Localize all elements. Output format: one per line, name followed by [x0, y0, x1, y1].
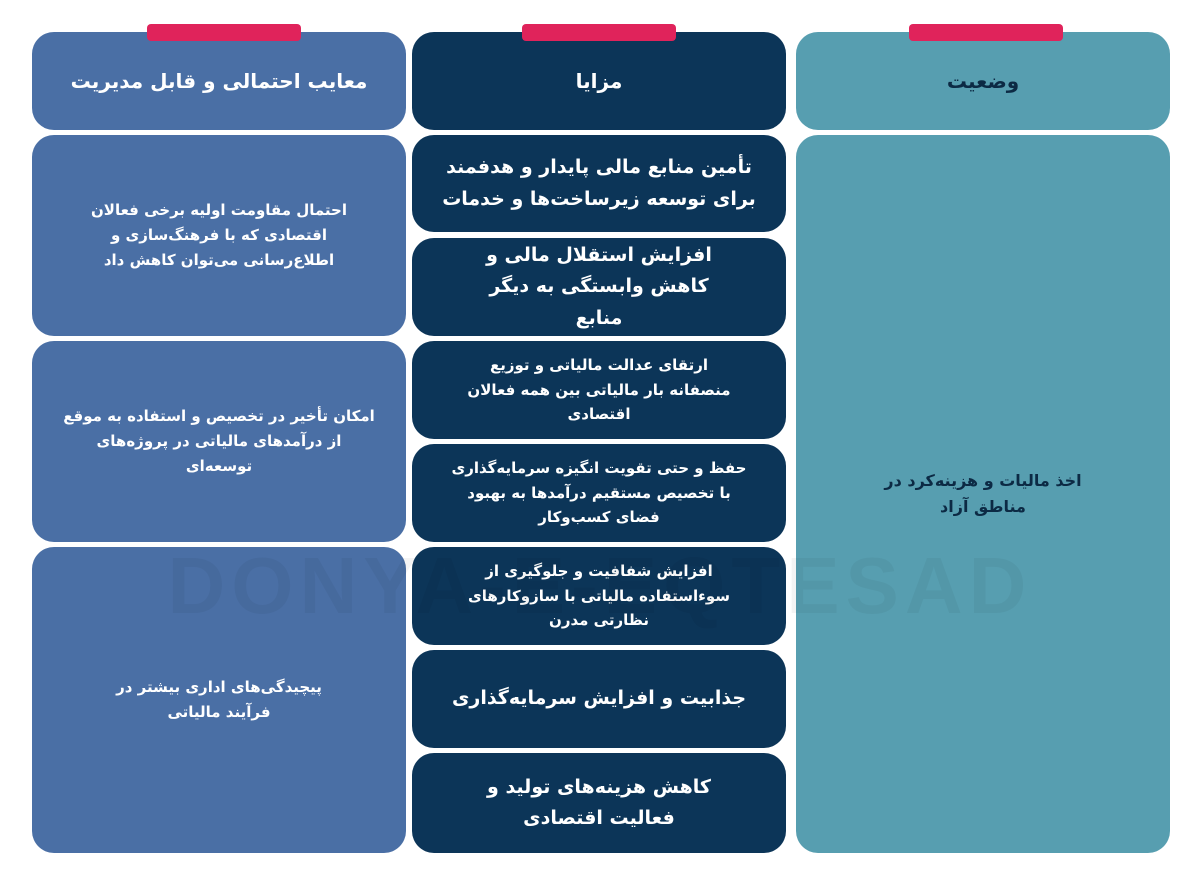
advantage-item-7: کاهش هزینه‌های تولید و فعالیت اقتصادی [412, 753, 786, 853]
advantage-item-2: افزایش استقلال مالی و کاهش وابستگی به دیگر منابع [412, 238, 786, 336]
header-advantages-label: مزایا [575, 69, 623, 93]
disadvantage-item-1: احتمال مقاومت اولیه برخی فعالان اقتصادی که با فرهنگ‌سازی و اطلاع‌رسانی می‌توان کاهش داد [32, 135, 406, 336]
status-card [796, 135, 1170, 853]
advantage-item-6: جذابیت و افزایش سرمایه‌گذاری [412, 650, 786, 748]
disadvantage-item-2: امکان تأخیر در تخصیص و استفاده به موقع از درآمدهای مالیاتی در پروژه‌های توسعه‌ای [32, 341, 406, 542]
advantage-item-3: ارتقای عدالت مالیاتی و توزیع منصفانه بار مالیاتی بین همه فعالان اقتصادی [412, 341, 786, 439]
accent-bar-advantages [522, 24, 676, 41]
accent-bar-disadvantages [147, 24, 301, 41]
advantage-item-4: حفظ و حتی تقویت انگیزه سرمایه‌گذاری با تخصیص مستقیم درآمدها به بهبود فضای کسب‌وکار [412, 444, 786, 542]
header-status-label: وضعیت [946, 69, 1020, 93]
advantage-item-1: تأمین منابع مالی پایدار و هدفمند برای توسعه زیرساخت‌ها و خدمات [412, 135, 786, 232]
status-text: اخذ مالیات و هزینه‌کرد در مناطق آزاد [884, 470, 1082, 516]
header-disadvantages [32, 32, 406, 130]
disadvantage-item-3: پیچیدگی‌های اداری بیشتر در فرآیند مالیاتی [32, 547, 406, 853]
header-status [796, 32, 1170, 130]
header-disadvantages-label: معایب احتمالی و قابل مدیریت [70, 69, 368, 93]
header-advantages [412, 32, 786, 130]
advantage-item-5: افزایش شفافیت و جلوگیری از سوءاستفاده مالیاتی با سازوکارهای نظارتی مدرن [412, 547, 786, 645]
accent-bar-status [909, 24, 1063, 41]
